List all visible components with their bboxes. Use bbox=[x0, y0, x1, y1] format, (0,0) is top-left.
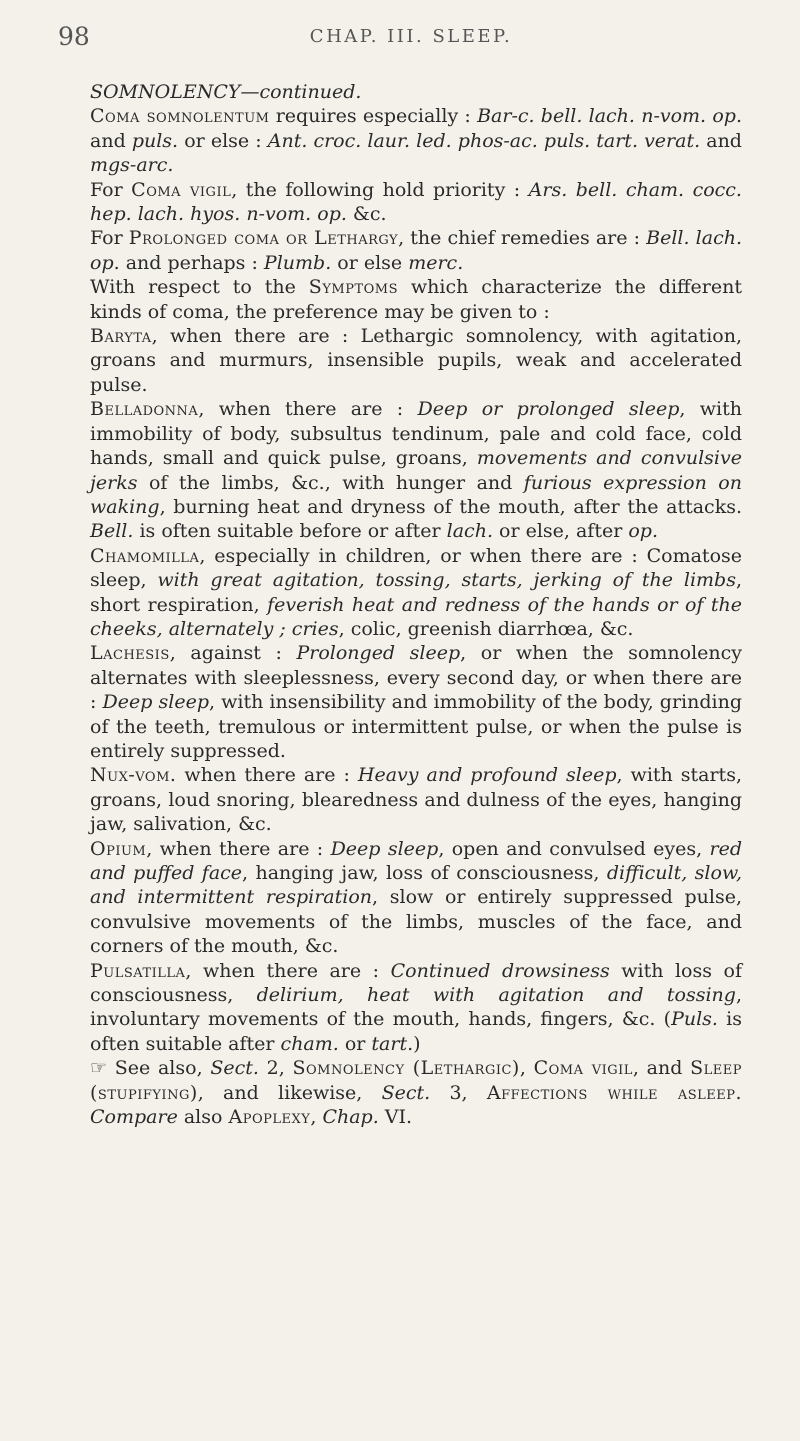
pointing-hand-icon: ☞ bbox=[90, 1057, 108, 1080]
paragraph-chamomilla bbox=[90, 544, 742, 642]
paragraph-symptoms-intro bbox=[90, 275, 742, 324]
remedy: op. bbox=[628, 520, 658, 543]
paragraph-nux-vomica bbox=[90, 763, 742, 836]
emphasis: Deep sleep bbox=[330, 837, 439, 860]
text: , when there are : Lethargic somnolency, with agitation, groans and murmurs, insensible pupils, weak and accelerated pulse. bbox=[90, 325, 742, 396]
text: , and bbox=[632, 1057, 691, 1080]
text: , bbox=[519, 1057, 534, 1080]
page-header bbox=[58, 22, 764, 62]
remedy: lach. bbox=[446, 520, 493, 543]
text: , and likewise, bbox=[197, 1081, 382, 1104]
text: 3, bbox=[430, 1081, 487, 1104]
cross-reference: Coma vigil bbox=[533, 1057, 633, 1080]
cross-reference: Apoplexy bbox=[228, 1106, 311, 1129]
text: , with starts, groans, loud snoring, blearedness and dulness of the eyes, hanging jaw, salivation, &c. bbox=[90, 764, 742, 836]
remedy-list: Bell. lach. op. bbox=[90, 227, 742, 274]
paragraph-pulsatilla bbox=[90, 959, 742, 1057]
emphasis: red and puffed face bbox=[90, 837, 743, 884]
remedy-heading: Lachesis bbox=[90, 642, 170, 665]
text: or bbox=[338, 1032, 372, 1055]
remedy-list: Ars. bell. cham. cocc. hep. lach. hyos. n-vom. op. bbox=[90, 178, 742, 226]
term: Coma vigil bbox=[131, 178, 232, 201]
emphasis: Deep sleep bbox=[102, 691, 209, 714]
page-number: 98 bbox=[58, 22, 90, 51]
cross-reference: Sleep (stupifying) bbox=[90, 1057, 742, 1104]
emphasis: difficult, slow, and intermittent respiration bbox=[90, 862, 742, 909]
reference: Chap. bbox=[322, 1106, 379, 1129]
cross-reference: Somnolency (Lethargic) bbox=[292, 1057, 520, 1080]
remedy-heading: Opium bbox=[90, 837, 147, 860]
running-head: CHAP. III. SLEEP. bbox=[309, 26, 513, 47]
text: or else, after bbox=[492, 520, 629, 543]
text: , or when the somnolency alternates with sleeplessness, every second day, or when there are : bbox=[90, 642, 742, 714]
remedy: tart. bbox=[371, 1032, 414, 1055]
text: For bbox=[90, 227, 129, 250]
text: , when there are : bbox=[146, 837, 331, 860]
paragraph-belladonna bbox=[90, 397, 742, 543]
text: For bbox=[90, 178, 132, 201]
term: Symptoms bbox=[308, 276, 398, 299]
text: , hanging jaw, loss of consciousness, bbox=[242, 862, 607, 884]
page-body bbox=[90, 80, 742, 1129]
remedy: merc. bbox=[408, 251, 464, 274]
text: when there are : bbox=[176, 764, 358, 787]
text: , the chief remedies are : bbox=[398, 227, 647, 250]
text: , especially in children, or when there are : Comatose sleep, bbox=[90, 544, 742, 592]
text: is often suitable after bbox=[90, 1008, 743, 1055]
text: , slow or entirely suppressed pulse, convulsive movements of the limbs, muscles of the face, and corners of the mouth, &c. bbox=[90, 886, 742, 958]
text: , bbox=[310, 1106, 323, 1129]
text: ) bbox=[413, 1032, 421, 1055]
paragraph-coma-vigil bbox=[90, 178, 742, 227]
emphasis: delirium, heat with agitation and tossing bbox=[256, 984, 736, 1007]
emphasis: with great agitation, tossing, starts, jerking of the limbs bbox=[157, 569, 736, 592]
reference: Sect. bbox=[381, 1081, 431, 1104]
text: See also, bbox=[107, 1057, 211, 1080]
paragraph-prolonged-coma bbox=[90, 226, 742, 275]
reference: Compare bbox=[90, 1106, 178, 1129]
paragraph-lachesis bbox=[90, 641, 742, 763]
emphasis: movements and convulsive jerks bbox=[90, 447, 742, 494]
text: 2, bbox=[258, 1057, 293, 1080]
text: or else : bbox=[178, 129, 268, 152]
remedy: puls. bbox=[131, 129, 179, 152]
text: , open and convulsed eyes, bbox=[438, 837, 710, 860]
remedy-list: Ant. croc. laur. led. phos-ac. puls. tart. verat. bbox=[267, 129, 701, 152]
text: , when there are : bbox=[185, 959, 391, 982]
paragraph-coma-somnolentum bbox=[90, 104, 742, 177]
emphasis: Deep or prolonged sleep bbox=[417, 398, 680, 421]
paragraph-see-also bbox=[90, 1056, 742, 1129]
emphasis: Continued drowsiness bbox=[390, 959, 610, 982]
remedy: cham. bbox=[280, 1032, 339, 1055]
text: , burning heat and dryness of the mouth, after the attacks. bbox=[159, 495, 742, 518]
remedy-heading: Nux-vom. bbox=[90, 764, 177, 787]
text: , with immobility of body, subsultus tendinum, pale and cold face, cold hands, small and quick pulse, groans, bbox=[90, 398, 742, 470]
remedy-heading: Baryta bbox=[90, 325, 152, 348]
text: , involuntary movements of the mouth, hands, fingers, &c. ( bbox=[90, 984, 742, 1031]
text: is often suitable before or after bbox=[133, 520, 447, 543]
text: , short respiration, bbox=[90, 569, 742, 616]
remedy-list: Bar-c. bell. lach. n-vom. op. bbox=[477, 105, 742, 128]
text: and bbox=[700, 129, 742, 152]
paragraph-baryta bbox=[90, 324, 742, 397]
remedy: Puls. bbox=[671, 1008, 718, 1031]
emphasis: furious expression on waking bbox=[90, 471, 742, 518]
text: VI. bbox=[378, 1106, 413, 1129]
text: or else bbox=[331, 251, 409, 274]
emphasis: Prolonged sleep bbox=[296, 642, 461, 665]
remedy-heading: Pulsatilla bbox=[90, 959, 186, 982]
text: and perhaps : bbox=[119, 251, 264, 274]
remedy-heading: Chamomilla bbox=[90, 544, 200, 567]
remedy: Plumb. bbox=[263, 251, 332, 274]
text: , against : bbox=[169, 642, 297, 665]
text: which characterize the different kinds of coma, the preference may be given to : bbox=[90, 276, 742, 323]
paragraph-opium bbox=[90, 837, 742, 959]
text: , with insensibility and immobility of the body, grinding of the teeth, tremulous or intermittent pulse, or when the pulse is entirely suppressed. bbox=[90, 691, 742, 762]
text: With respect to the bbox=[90, 276, 309, 299]
text: requires especially : bbox=[269, 105, 478, 128]
text: &c. bbox=[346, 203, 387, 226]
text: , the following hold priority : bbox=[231, 178, 529, 201]
cross-reference: Affections while asleep. bbox=[486, 1081, 743, 1104]
reference: Sect. bbox=[210, 1057, 259, 1080]
section-title: SOMNOLENCY—continued. bbox=[90, 81, 362, 103]
text: of the limbs, &c., with hunger and bbox=[137, 471, 524, 494]
remedy: mgs-arc. bbox=[90, 154, 174, 177]
text: , colic, greenish diarrhœa, &c. bbox=[338, 617, 634, 640]
emphasis: Heavy and profound sleep bbox=[357, 764, 617, 787]
term: Coma somnolentum bbox=[90, 105, 270, 128]
emphasis: feverish heat and redness of the hands or of the cheeks, alternately ; cries bbox=[90, 593, 742, 640]
term: Prolonged coma or Lethargy bbox=[128, 227, 399, 250]
text: and bbox=[90, 129, 132, 152]
text: , when there are : bbox=[198, 398, 418, 421]
remedy-heading: Belladonna bbox=[90, 398, 199, 421]
text: also bbox=[177, 1106, 229, 1129]
text: with loss of consciousness, bbox=[90, 959, 742, 1007]
remedy: Bell. bbox=[90, 520, 134, 543]
